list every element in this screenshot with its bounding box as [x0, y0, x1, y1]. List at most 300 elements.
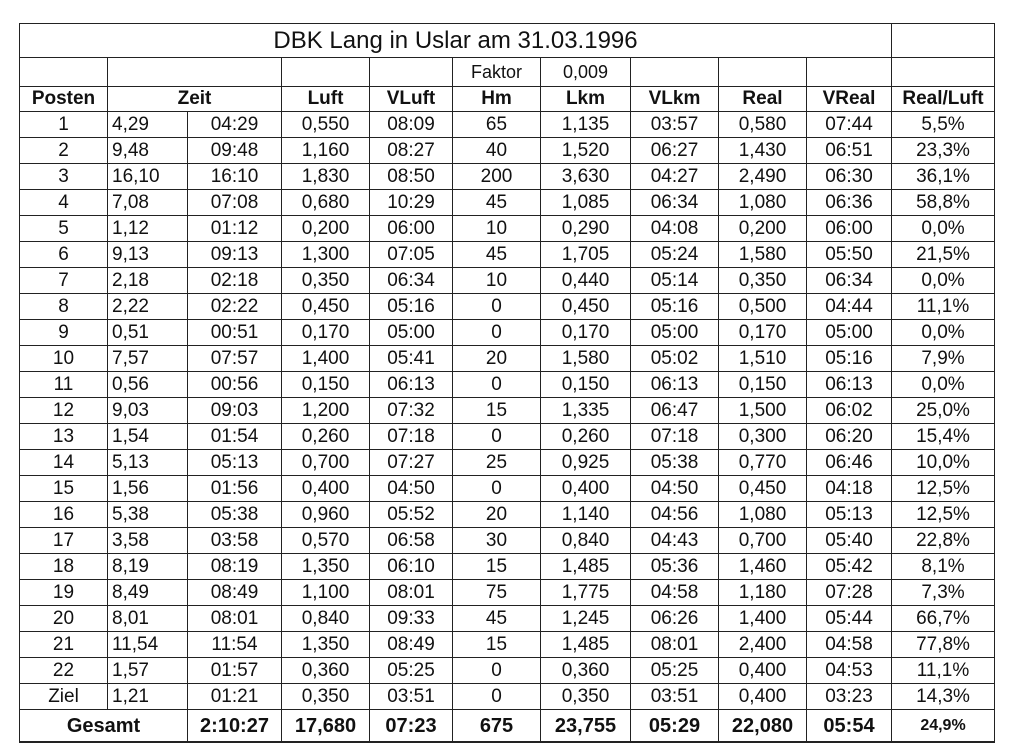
cell-luft: 1,200: [282, 398, 370, 424]
table-row: [20, 346, 995, 372]
cell-vluft: 05:41: [370, 346, 453, 372]
cell-vlkm: 05:24: [631, 242, 719, 268]
cell-hm: 0: [453, 476, 541, 502]
table-row: [20, 658, 995, 684]
cell-real: 0,170: [719, 320, 807, 346]
cell-vluft: 05:25: [370, 658, 453, 684]
table-row: [20, 528, 995, 554]
table-row: [20, 294, 995, 320]
cell-posten: Ziel: [20, 684, 108, 710]
cell-vluft: 05:00: [370, 320, 453, 346]
cell-zeit-decimal: 1,57: [108, 658, 188, 684]
cell-zeit: 05:13: [188, 450, 282, 476]
cell-vluft: 04:50: [370, 476, 453, 502]
cell-hm: 0: [453, 658, 541, 684]
cell-posten: 11: [20, 372, 108, 398]
cell-real-luft: 7,9%: [892, 346, 995, 372]
cell-posten: 22: [20, 658, 108, 684]
cell-vluft: 03:51: [370, 684, 453, 710]
cell-vluft: 07:32: [370, 398, 453, 424]
cell-zeit: 08:19: [188, 554, 282, 580]
cell-lkm: 0,450: [541, 294, 631, 320]
cell-vlkm: 04:58: [631, 580, 719, 606]
cell-zeit-decimal: 9,48: [108, 138, 188, 164]
cell-real-luft: 12,5%: [892, 476, 995, 502]
cell-posten: 21: [20, 632, 108, 658]
cell-zeit-decimal: 7,57: [108, 346, 188, 372]
cell-zeit-decimal: 0,56: [108, 372, 188, 398]
cell-vreal: 06:30: [807, 164, 892, 190]
header-vreal: VReal: [807, 87, 892, 112]
header-vlkm: VLkm: [631, 87, 719, 112]
cell-lkm: 0,150: [541, 372, 631, 398]
cell-posten: 6: [20, 242, 108, 268]
cell-vlkm: 05:14: [631, 268, 719, 294]
cell-real-luft: 12,5%: [892, 502, 995, 528]
cell-vlkm: 05:38: [631, 450, 719, 476]
table-row: [20, 112, 995, 138]
cell-zeit: 01:54: [188, 424, 282, 450]
results-table: [19, 23, 995, 743]
table-row: [20, 632, 995, 658]
header-hm: Hm: [453, 87, 541, 112]
data-rows: [20, 112, 995, 710]
cell-real: 1,510: [719, 346, 807, 372]
cell-vluft: 06:13: [370, 372, 453, 398]
cell-lkm: 1,485: [541, 554, 631, 580]
empty-cell: [370, 58, 453, 87]
cell-zeit-decimal: 16,10: [108, 164, 188, 190]
cell-real-luft: 25,0%: [892, 398, 995, 424]
cell-vreal: 07:28: [807, 580, 892, 606]
cell-real: 1,080: [719, 190, 807, 216]
cell-vreal: 05:00: [807, 320, 892, 346]
total-row: [20, 710, 995, 743]
cell-zeit: 16:10: [188, 164, 282, 190]
cell-vluft: 08:27: [370, 138, 453, 164]
cell-zeit-decimal: 8,01: [108, 606, 188, 632]
cell-hm: 65: [453, 112, 541, 138]
cell-hm: 0: [453, 372, 541, 398]
cell-real-luft: 15,4%: [892, 424, 995, 450]
cell-real-luft: 10,0%: [892, 450, 995, 476]
cell-real: 1,400: [719, 606, 807, 632]
cell-real-luft: 21,5%: [892, 242, 995, 268]
cell-vreal: 05:13: [807, 502, 892, 528]
cell-hm: 10: [453, 268, 541, 294]
factor-row: [20, 58, 995, 87]
cell-real-luft: 58,8%: [892, 190, 995, 216]
table-row: [20, 242, 995, 268]
table-row: [20, 190, 995, 216]
header-luft: Luft: [282, 87, 370, 112]
cell-real-luft: 66,7%: [892, 606, 995, 632]
cell-hm: 200: [453, 164, 541, 190]
cell-real-luft: 0,0%: [892, 268, 995, 294]
cell-luft: 0,960: [282, 502, 370, 528]
cell-zeit-decimal: 8,19: [108, 554, 188, 580]
cell-posten: 5: [20, 216, 108, 242]
cell-zeit: 07:08: [188, 190, 282, 216]
cell-hm: 15: [453, 632, 541, 658]
cell-vlkm: 06:27: [631, 138, 719, 164]
cell-zeit: 01:57: [188, 658, 282, 684]
title-empty-cell: [892, 24, 995, 58]
total-real: 22,080: [719, 710, 807, 743]
cell-real: 0,770: [719, 450, 807, 476]
empty-cell: [892, 58, 995, 87]
cell-luft: 0,400: [282, 476, 370, 502]
cell-vlkm: 04:56: [631, 502, 719, 528]
cell-vluft: 07:27: [370, 450, 453, 476]
cell-zeit: 09:48: [188, 138, 282, 164]
cell-luft: 0,350: [282, 684, 370, 710]
cell-lkm: 1,775: [541, 580, 631, 606]
cell-vluft: 07:05: [370, 242, 453, 268]
cell-luft: 0,260: [282, 424, 370, 450]
cell-zeit-decimal: 5,38: [108, 502, 188, 528]
cell-lkm: 1,140: [541, 502, 631, 528]
cell-luft: 1,350: [282, 554, 370, 580]
cell-posten: 7: [20, 268, 108, 294]
cell-real-luft: 8,1%: [892, 554, 995, 580]
cell-vlkm: 05:00: [631, 320, 719, 346]
header-vluft: VLuft: [370, 87, 453, 112]
cell-lkm: 1,705: [541, 242, 631, 268]
cell-lkm: 0,440: [541, 268, 631, 294]
table-row: [20, 320, 995, 346]
cell-hm: 0: [453, 424, 541, 450]
cell-vreal: 05:16: [807, 346, 892, 372]
empty-cell: [631, 58, 719, 87]
cell-real-luft: 36,1%: [892, 164, 995, 190]
table-row: [20, 502, 995, 528]
header-zeit: Zeit: [108, 87, 282, 112]
cell-vreal: 05:42: [807, 554, 892, 580]
cell-zeit-decimal: 1,12: [108, 216, 188, 242]
cell-vreal: 06:20: [807, 424, 892, 450]
cell-lkm: 0,290: [541, 216, 631, 242]
cell-real: 0,400: [719, 658, 807, 684]
cell-luft: 0,150: [282, 372, 370, 398]
cell-luft: 0,680: [282, 190, 370, 216]
cell-luft: 1,400: [282, 346, 370, 372]
cell-zeit-decimal: 7,08: [108, 190, 188, 216]
cell-vreal: 04:18: [807, 476, 892, 502]
cell-zeit-decimal: 11,54: [108, 632, 188, 658]
cell-posten: 20: [20, 606, 108, 632]
header-lkm: Lkm: [541, 87, 631, 112]
cell-luft: 1,350: [282, 632, 370, 658]
cell-zeit: 09:03: [188, 398, 282, 424]
cell-hm: 45: [453, 606, 541, 632]
cell-zeit-decimal: 5,13: [108, 450, 188, 476]
cell-posten: 13: [20, 424, 108, 450]
total-label: Gesamt: [20, 710, 188, 743]
cell-real: 1,080: [719, 502, 807, 528]
header-row: [20, 87, 995, 112]
cell-vluft: 08:49: [370, 632, 453, 658]
table-row: [20, 398, 995, 424]
cell-posten: 16: [20, 502, 108, 528]
cell-vlkm: 06:34: [631, 190, 719, 216]
cell-vlkm: 04:08: [631, 216, 719, 242]
cell-real: 0,300: [719, 424, 807, 450]
cell-vreal: 04:58: [807, 632, 892, 658]
cell-real: 0,350: [719, 268, 807, 294]
cell-luft: 0,360: [282, 658, 370, 684]
cell-vlkm: 06:47: [631, 398, 719, 424]
cell-posten: 12: [20, 398, 108, 424]
cell-vlkm: 03:57: [631, 112, 719, 138]
empty-cell: [719, 58, 807, 87]
cell-vreal: 04:44: [807, 294, 892, 320]
factor-value: 0,009: [541, 58, 631, 87]
cell-vluft: 06:34: [370, 268, 453, 294]
cell-posten: 9: [20, 320, 108, 346]
cell-lkm: 3,630: [541, 164, 631, 190]
cell-vluft: 06:58: [370, 528, 453, 554]
total-zeit: 2:10:27: [188, 710, 282, 743]
cell-zeit-decimal: 1,56: [108, 476, 188, 502]
cell-posten: 4: [20, 190, 108, 216]
cell-vreal: 06:02: [807, 398, 892, 424]
cell-posten: 10: [20, 346, 108, 372]
cell-real-luft: 0,0%: [892, 320, 995, 346]
cell-real: 0,200: [719, 216, 807, 242]
cell-zeit: 09:13: [188, 242, 282, 268]
cell-vluft: 05:52: [370, 502, 453, 528]
cell-zeit: 04:29: [188, 112, 282, 138]
cell-real-luft: 11,1%: [892, 294, 995, 320]
cell-vluft: 10:29: [370, 190, 453, 216]
cell-zeit: 03:58: [188, 528, 282, 554]
cell-luft: 0,700: [282, 450, 370, 476]
cell-zeit-decimal: 4,29: [108, 112, 188, 138]
header-real-luft: Real/Luft: [892, 87, 995, 112]
cell-zeit-decimal: 2,18: [108, 268, 188, 294]
cell-vluft: 08:50: [370, 164, 453, 190]
cell-zeit-decimal: 1,21: [108, 684, 188, 710]
cell-vlkm: 05:25: [631, 658, 719, 684]
cell-vlkm: 05:16: [631, 294, 719, 320]
table-row: [20, 164, 995, 190]
cell-hm: 20: [453, 346, 541, 372]
cell-real: 1,460: [719, 554, 807, 580]
table-row: [20, 268, 995, 294]
cell-zeit: 00:56: [188, 372, 282, 398]
cell-lkm: 1,520: [541, 138, 631, 164]
cell-luft: 0,550: [282, 112, 370, 138]
cell-vluft: 06:00: [370, 216, 453, 242]
title-row: [20, 24, 995, 58]
cell-real: 1,430: [719, 138, 807, 164]
empty-cell: [108, 58, 282, 87]
cell-real: 0,450: [719, 476, 807, 502]
sheet-title: DBK Lang in Uslar am 31.03.1996: [20, 24, 892, 58]
cell-posten: 1: [20, 112, 108, 138]
cell-real: 2,490: [719, 164, 807, 190]
cell-posten: 2: [20, 138, 108, 164]
cell-luft: 0,350: [282, 268, 370, 294]
cell-hm: 20: [453, 502, 541, 528]
factor-label: Faktor: [453, 58, 541, 87]
cell-luft: 1,830: [282, 164, 370, 190]
cell-zeit: 01:12: [188, 216, 282, 242]
cell-real: 0,500: [719, 294, 807, 320]
cell-zeit: 02:22: [188, 294, 282, 320]
cell-vreal: 07:44: [807, 112, 892, 138]
cell-hm: 0: [453, 294, 541, 320]
cell-luft: 1,300: [282, 242, 370, 268]
cell-hm: 0: [453, 320, 541, 346]
cell-lkm: 0,350: [541, 684, 631, 710]
cell-real: 0,580: [719, 112, 807, 138]
total-lkm: 23,755: [541, 710, 631, 743]
cell-luft: 0,450: [282, 294, 370, 320]
table-row: [20, 606, 995, 632]
cell-vlkm: 06:13: [631, 372, 719, 398]
cell-luft: 1,160: [282, 138, 370, 164]
cell-real-luft: 77,8%: [892, 632, 995, 658]
cell-real: 0,700: [719, 528, 807, 554]
cell-vluft: 09:33: [370, 606, 453, 632]
table-row: [20, 450, 995, 476]
cell-hm: 45: [453, 242, 541, 268]
cell-zeit-decimal: 1,54: [108, 424, 188, 450]
cell-vreal: 06:13: [807, 372, 892, 398]
cell-zeit: 08:49: [188, 580, 282, 606]
cell-luft: 0,200: [282, 216, 370, 242]
cell-vluft: 06:10: [370, 554, 453, 580]
cell-real: 2,400: [719, 632, 807, 658]
cell-real-luft: 7,3%: [892, 580, 995, 606]
total-vreal: 05:54: [807, 710, 892, 743]
cell-lkm: 0,840: [541, 528, 631, 554]
cell-real-luft: 11,1%: [892, 658, 995, 684]
cell-vlkm: 05:36: [631, 554, 719, 580]
cell-hm: 75: [453, 580, 541, 606]
cell-lkm: 1,085: [541, 190, 631, 216]
cell-vreal: 04:53: [807, 658, 892, 684]
cell-vlkm: 06:26: [631, 606, 719, 632]
cell-vreal: 06:51: [807, 138, 892, 164]
cell-vlkm: 05:02: [631, 346, 719, 372]
cell-zeit-decimal: 0,51: [108, 320, 188, 346]
table-row: [20, 216, 995, 242]
cell-vlkm: 04:27: [631, 164, 719, 190]
empty-cell: [20, 58, 108, 87]
cell-vlkm: 04:43: [631, 528, 719, 554]
cell-vlkm: 08:01: [631, 632, 719, 658]
cell-real: 1,580: [719, 242, 807, 268]
cell-vluft: 07:18: [370, 424, 453, 450]
total-ratio: 24,9%: [892, 710, 995, 743]
cell-zeit: 11:54: [188, 632, 282, 658]
table-row: [20, 138, 995, 164]
cell-lkm: 0,925: [541, 450, 631, 476]
cell-zeit: 05:38: [188, 502, 282, 528]
total-vlkm: 05:29: [631, 710, 719, 743]
cell-zeit-decimal: 3,58: [108, 528, 188, 554]
cell-real-luft: 0,0%: [892, 372, 995, 398]
empty-cell: [282, 58, 370, 87]
cell-vreal: 05:50: [807, 242, 892, 268]
table-row: [20, 684, 995, 710]
empty-cell: [807, 58, 892, 87]
table-row: [20, 554, 995, 580]
cell-zeit-decimal: 2,22: [108, 294, 188, 320]
total-vluft: 07:23: [370, 710, 453, 743]
cell-lkm: 1,335: [541, 398, 631, 424]
cell-posten: 3: [20, 164, 108, 190]
cell-hm: 0: [453, 684, 541, 710]
total-hm: 675: [453, 710, 541, 743]
cell-vreal: 06:36: [807, 190, 892, 216]
cell-real: 1,500: [719, 398, 807, 424]
cell-vreal: 05:44: [807, 606, 892, 632]
cell-hm: 10: [453, 216, 541, 242]
cell-lkm: 0,360: [541, 658, 631, 684]
cell-vlkm: 03:51: [631, 684, 719, 710]
cell-vluft: 05:16: [370, 294, 453, 320]
cell-zeit: 08:01: [188, 606, 282, 632]
cell-real-luft: 22,8%: [892, 528, 995, 554]
cell-vluft: 08:01: [370, 580, 453, 606]
cell-hm: 45: [453, 190, 541, 216]
cell-zeit-decimal: 9,03: [108, 398, 188, 424]
cell-vlkm: 07:18: [631, 424, 719, 450]
table-row: [20, 580, 995, 606]
cell-real: 0,150: [719, 372, 807, 398]
cell-posten: 17: [20, 528, 108, 554]
cell-hm: 15: [453, 398, 541, 424]
cell-lkm: 1,580: [541, 346, 631, 372]
table-row: [20, 476, 995, 502]
cell-zeit: 01:56: [188, 476, 282, 502]
cell-lkm: 1,485: [541, 632, 631, 658]
cell-posten: 19: [20, 580, 108, 606]
table-row: [20, 424, 995, 450]
cell-posten: 18: [20, 554, 108, 580]
cell-vluft: 08:09: [370, 112, 453, 138]
cell-real: 0,400: [719, 684, 807, 710]
total-luft: 17,680: [282, 710, 370, 743]
cell-vreal: 05:40: [807, 528, 892, 554]
cell-zeit: 00:51: [188, 320, 282, 346]
cell-zeit: 07:57: [188, 346, 282, 372]
cell-lkm: 0,170: [541, 320, 631, 346]
cell-real-luft: 5,5%: [892, 112, 995, 138]
cell-real-luft: 0,0%: [892, 216, 995, 242]
header-real: Real: [719, 87, 807, 112]
cell-zeit-decimal: 8,49: [108, 580, 188, 606]
cell-posten: 15: [20, 476, 108, 502]
cell-posten: 8: [20, 294, 108, 320]
cell-luft: 0,170: [282, 320, 370, 346]
cell-posten: 14: [20, 450, 108, 476]
cell-hm: 40: [453, 138, 541, 164]
cell-luft: 0,570: [282, 528, 370, 554]
cell-hm: 15: [453, 554, 541, 580]
cell-real-luft: 14,3%: [892, 684, 995, 710]
cell-hm: 30: [453, 528, 541, 554]
cell-vreal: 06:00: [807, 216, 892, 242]
cell-real-luft: 23,3%: [892, 138, 995, 164]
cell-zeit: 02:18: [188, 268, 282, 294]
cell-lkm: 1,135: [541, 112, 631, 138]
cell-vlkm: 04:50: [631, 476, 719, 502]
